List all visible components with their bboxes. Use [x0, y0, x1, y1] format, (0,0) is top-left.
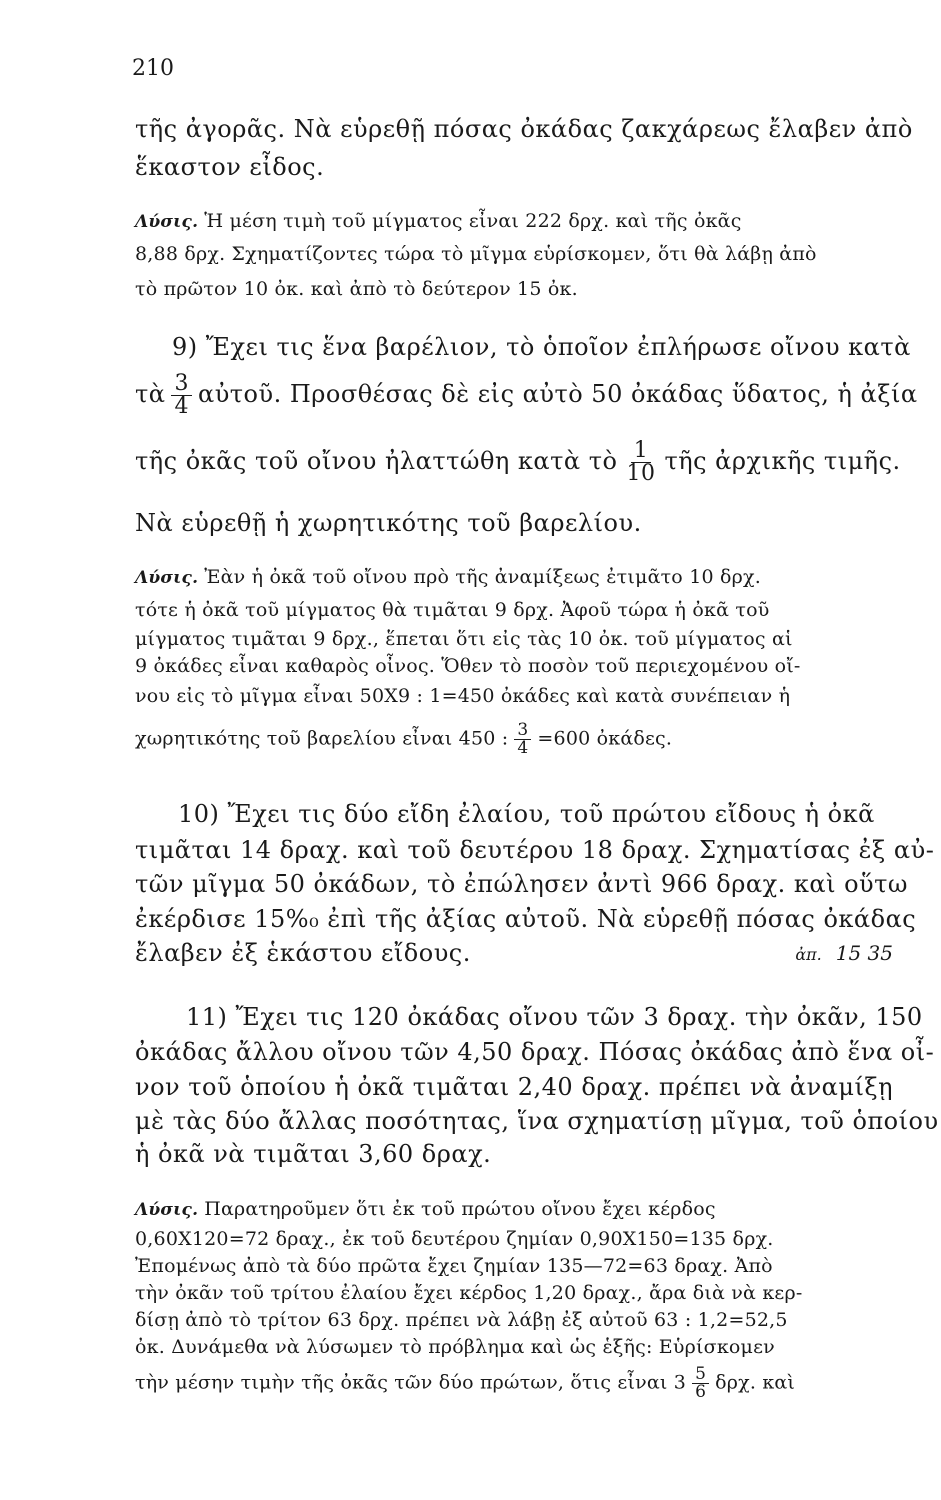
- problem-10-line: 10) Ἔχει τις δύο εἴδη ἐλαίου, τοῦ πρώτου εἴδους ἡ ὀκᾶ: [178, 800, 875, 828]
- fraction-numerator: 3: [171, 373, 192, 396]
- solution-label: Λύσις.: [135, 212, 199, 232]
- problem-10-line: ἔλαβεν ἐξ ἑκάστου εἴδους.: [135, 939, 471, 967]
- problem-text-line: τῆς ἀγορᾶς. Νὰ εὑρεθῇ πόσας ὀκάδας ζακχάρεως ἔλαβεν ἀπὸ: [135, 115, 913, 143]
- solution-9-line: 9 ὀκάδες εἶναι καθαρὸς οἶνος. Ὅθεν τὸ ποσὸν τοῦ περιεχομένου οἴ-: [135, 655, 801, 677]
- fraction-numerator: 1: [631, 440, 652, 463]
- problem-11-line: νον τοῦ ὁποίου ἡ ὀκᾶ τιμᾶται 2,40 δραχ. πρέπει νὰ ἀναμίξῃ: [135, 1073, 893, 1101]
- fraction: [514, 722, 531, 757]
- answer-label: ἀπ.: [795, 945, 822, 964]
- solution-11-line: [135, 1198, 716, 1220]
- solution-label: Λύσις.: [135, 1200, 199, 1220]
- fraction-numerator: 5: [692, 1366, 709, 1384]
- solution-11-line: ὀκ. Δυνάμεθα νὰ λύσωμεν τὸ πρόβλημα καὶ ὡς ἑξῆς: Εὑρίσκομεν: [135, 1336, 775, 1358]
- solution-text: Ἐὰν ἡ ὀκᾶ τοῦ οἴνου πρὸ τῆς ἀναμίξεως ἐτιμᾶτο 10 δρχ.: [204, 566, 761, 588]
- fraction: [171, 373, 192, 418]
- problem-10-line: ἐκέρδισε 15%₀ ἐπὶ τῆς ἀξίας αὐτοῦ. Νὰ εὑρεθῇ πόσας ὀκάδας: [135, 905, 917, 933]
- solution-line: [135, 210, 742, 232]
- problem-11-line: ἡ ὀκᾶ νὰ τιμᾶται 3,60 δραχ.: [135, 1140, 492, 1168]
- solution-11-line: δίσῃ ἀπὸ τὸ τρίτον 63 δρχ. πρέπει νὰ λάβῃ ἐξ αὐτοῦ 63 : 1,2=52,5: [135, 1309, 788, 1331]
- problem-11-line: 11) Ἔχει τις 120 ὀκάδας οἴνου τῶν 3 δραχ. τὴν ὀκᾶν, 150: [186, 1003, 923, 1031]
- problem-text-line: ἕκαστον εἶδος.: [135, 153, 325, 181]
- text-fragment: τὴν μέσην τιμὴν τῆς ὀκᾶς τῶν δύο πρώτων, ὅτις εἶναι 3: [135, 1371, 687, 1394]
- solution-9-line: τότε ἡ ὀκᾶ τοῦ μίγματος θὰ τιμᾶται 9 δρχ. Ἀφοῦ τώρα ἡ ὀκᾶ τοῦ: [135, 599, 770, 621]
- problem-9-line: 9) Ἔχει τις ἕνα βαρέλιον, τὸ ὁποῖον ἐπλήρωσε οἴνου κατὰ: [172, 333, 911, 361]
- text-fragment: τὰ: [135, 380, 166, 408]
- text-fragment: =600 ὀκάδες.: [537, 727, 673, 750]
- problem-10-line: τῶν μῖγμα 50 ὀκάδων, τὸ ἐπώλησεν ἀντὶ 966 δραχ. καὶ οὕτω: [135, 870, 908, 898]
- solution-9-line: μίγματος τιμᾶται 9 δρχ., ἕπεται ὅτι εἰς τὰς 10 ὀκ. τοῦ μίγματος αἱ: [135, 628, 793, 650]
- solution-9-line: [135, 566, 761, 588]
- problem-9-line: Νὰ εὑρεθῇ ἡ χωρητικότης τοῦ βαρελίου.: [135, 509, 642, 537]
- fraction-denominator: 4: [174, 394, 189, 419]
- solution-text: Παρατηροῦμεν ὅτι ἐκ τοῦ πρώτου οἴνου ἔχει κέρδος: [204, 1198, 716, 1220]
- solution-11-line: τὴν ὀκᾶν τοῦ τρίτου ἐλαίου ἔχει κέρδος 1,20 δραχ., ἄρα διὰ νὰ κερ-: [135, 1282, 803, 1304]
- solution-line: 8,88 δρχ. Σχηματίζοντες τώρα τὸ μῖγμα εὑρίσκομεν, ὅτι θὰ λάβῃ ἀπὸ: [135, 243, 817, 265]
- text-fragment: δρχ. καὶ: [715, 1371, 796, 1394]
- fraction-numerator: 3: [514, 722, 531, 740]
- solution-line: τὸ πρῶτον 10 ὀκ. καὶ ἀπὸ τὸ δεύτερον 15 ὀκ.: [135, 278, 578, 300]
- fraction: [692, 1366, 709, 1401]
- problem-9-line: [135, 373, 918, 418]
- page-number: 210: [132, 56, 174, 81]
- fraction: [623, 440, 658, 485]
- solution-11-line: Ἐπομένως ἀπὸ τὰ δύο πρῶτα ἔχει ζημίαν 135—72=63 δραχ. Ἀπὸ: [135, 1255, 773, 1277]
- answer-values: 15 35: [835, 941, 893, 965]
- solution-11-line: [135, 1366, 795, 1401]
- text-fragment: τῆς ὀκᾶς τοῦ οἴνου ἠλαττώθη κατὰ τὸ: [135, 447, 618, 475]
- solution-9-line: [135, 722, 672, 757]
- solution-9-line: νου εἰς τὸ μῖγμα εἶναι 50X9 : 1=450 ὀκάδες καὶ κατὰ συνέπειαν ἡ: [135, 685, 791, 707]
- problem-11-line: ὀκάδας ἄλλου οἴνου τῶν 4,50 δραχ. Πόσας ὀκάδας ἀπὸ ἕνα οἶ-: [135, 1038, 935, 1066]
- problem-10-line: τιμᾶται 14 δραχ. καὶ τοῦ δευτέρου 18 δραχ. Σχηματίσας ἐξ αὐ-: [135, 836, 935, 864]
- answer: [795, 941, 893, 965]
- solution-label: Λύσις.: [135, 568, 199, 588]
- solution-text: Ἡ μέση τιμὴ τοῦ μίγματος εἶναι 222 δρχ. καὶ τῆς ὀκᾶς: [204, 210, 742, 232]
- text-fragment: τῆς ἀρχικῆς τιμῆς.: [664, 447, 901, 475]
- fraction-denominator: 6: [695, 1382, 707, 1402]
- text-fragment: αὐτοῦ. Προσθέσας δὲ εἰς αὐτὸ 50 ὀκάδας ὕδατος, ἡ ἀξία: [197, 380, 918, 408]
- text-fragment: χωρητικότης τοῦ βαρελίου εἶναι 450 :: [135, 727, 509, 750]
- problem-11-line: μὲ τὰς δύο ἄλλας ποσότητας, ἵνα σχηματίσῃ μῖγμα, τοῦ ὁποίου: [135, 1107, 939, 1135]
- fraction-denominator: 4: [517, 738, 529, 758]
- solution-11-line: 0,60X120=72 δραχ., ἐκ τοῦ δευτέρου ζημίαν 0,90X150=135 δρχ.: [135, 1228, 774, 1250]
- fraction-denominator: 10: [626, 461, 656, 486]
- problem-9-line: [135, 440, 901, 485]
